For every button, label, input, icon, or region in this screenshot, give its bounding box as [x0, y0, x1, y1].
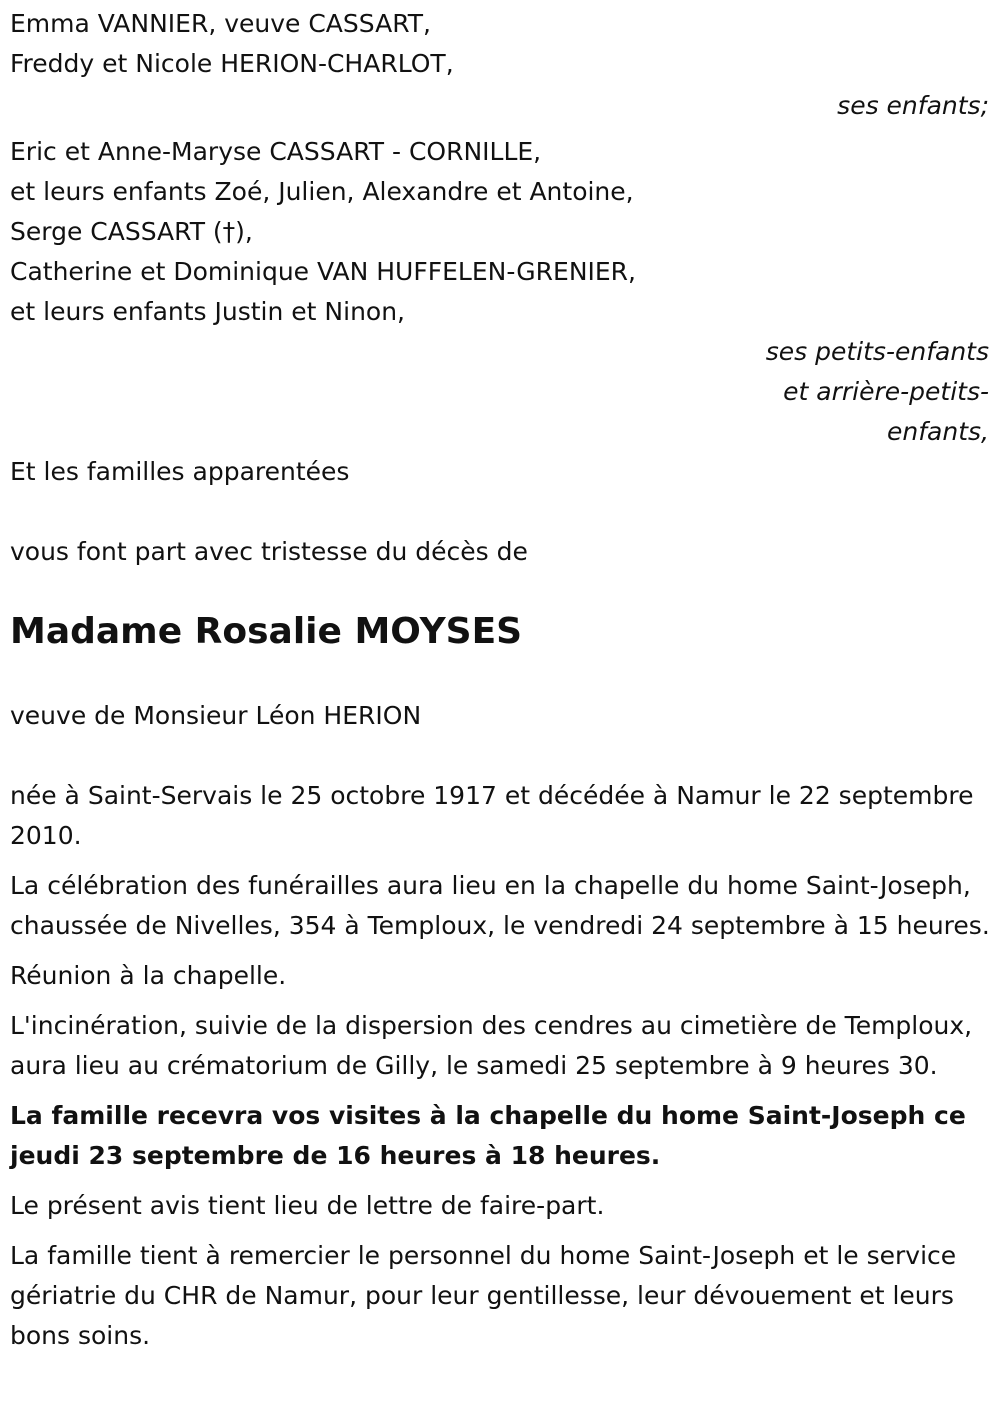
thanks-message: La famille tient à remercier le personnel du home Saint-Joseph et le service gériatrie du CHR de Namur, pour leur gentillesse, leur dévouement et leurs bons soins. — [10, 1241, 957, 1350]
related-families: Et les familles apparentées — [10, 457, 350, 486]
grandchild-line-4: Catherine et Dominique VAN HUFFELEN-GRENIER, — [10, 257, 637, 286]
grandchild-line-5: et leurs enfants Justin et Ninon, — [10, 297, 406, 326]
grandchildren-label-3: enfants, — [887, 417, 989, 446]
visits-info: La famille recevra vos visites à la chapelle du home Saint-Joseph ce jeudi 23 septembre de 16 heures à 18 heures. — [10, 1101, 966, 1170]
notice-statement: Le présent avis tient lieu de lettre de faire-part. — [10, 1191, 605, 1220]
grandchildren-section — [10, 132, 990, 452]
deceased-name: Madame Rosalie MOYSES — [10, 611, 523, 652]
child-line-2: Freddy et Nicole HERION-CHARLOT, — [10, 49, 454, 78]
widow-of: veuve de Monsieur Léon HERION — [10, 701, 422, 730]
children-section — [10, 4, 990, 126]
grandchild-line-3: Serge CASSART (†), — [10, 217, 253, 246]
grandchild-line-2: et leurs enfants Zoé, Julien, Alexandre et Antoine, — [10, 177, 634, 206]
child-line-1: Emma VANNIER, veuve CASSART, — [10, 9, 431, 38]
grandchild-line-1: Eric et Anne-Maryse CASSART - CORNILLE, — [10, 137, 542, 166]
grandchildren-label-1: ses petits-enfants — [765, 337, 989, 366]
funeral-details: La célébration des funérailles aura lieu en la chapelle du home Saint-Joseph, chaussée de Nivelles, 354 à Temploux, le vendredi 24 septembre à 15 heures. — [10, 871, 990, 940]
announcement-intro: vous font part avec tristesse du décès de — [10, 537, 528, 566]
cremation-details: L'incinération, suivie de la dispersion des cendres au cimetière de Temploux, aura lieu au crématorium de Gilly, le samedi 25 septembre à 9 heures 30. — [10, 1011, 973, 1080]
birth-death-dates: née à Saint-Servais le 25 octobre 1917 et décédée à Namur le 22 septembre 2010. — [10, 781, 974, 850]
grandchildren-label-2: et arrière-petits- — [783, 377, 989, 406]
meeting-place: Réunion à la chapelle. — [10, 961, 287, 990]
children-label: ses enfants; — [837, 91, 989, 120]
